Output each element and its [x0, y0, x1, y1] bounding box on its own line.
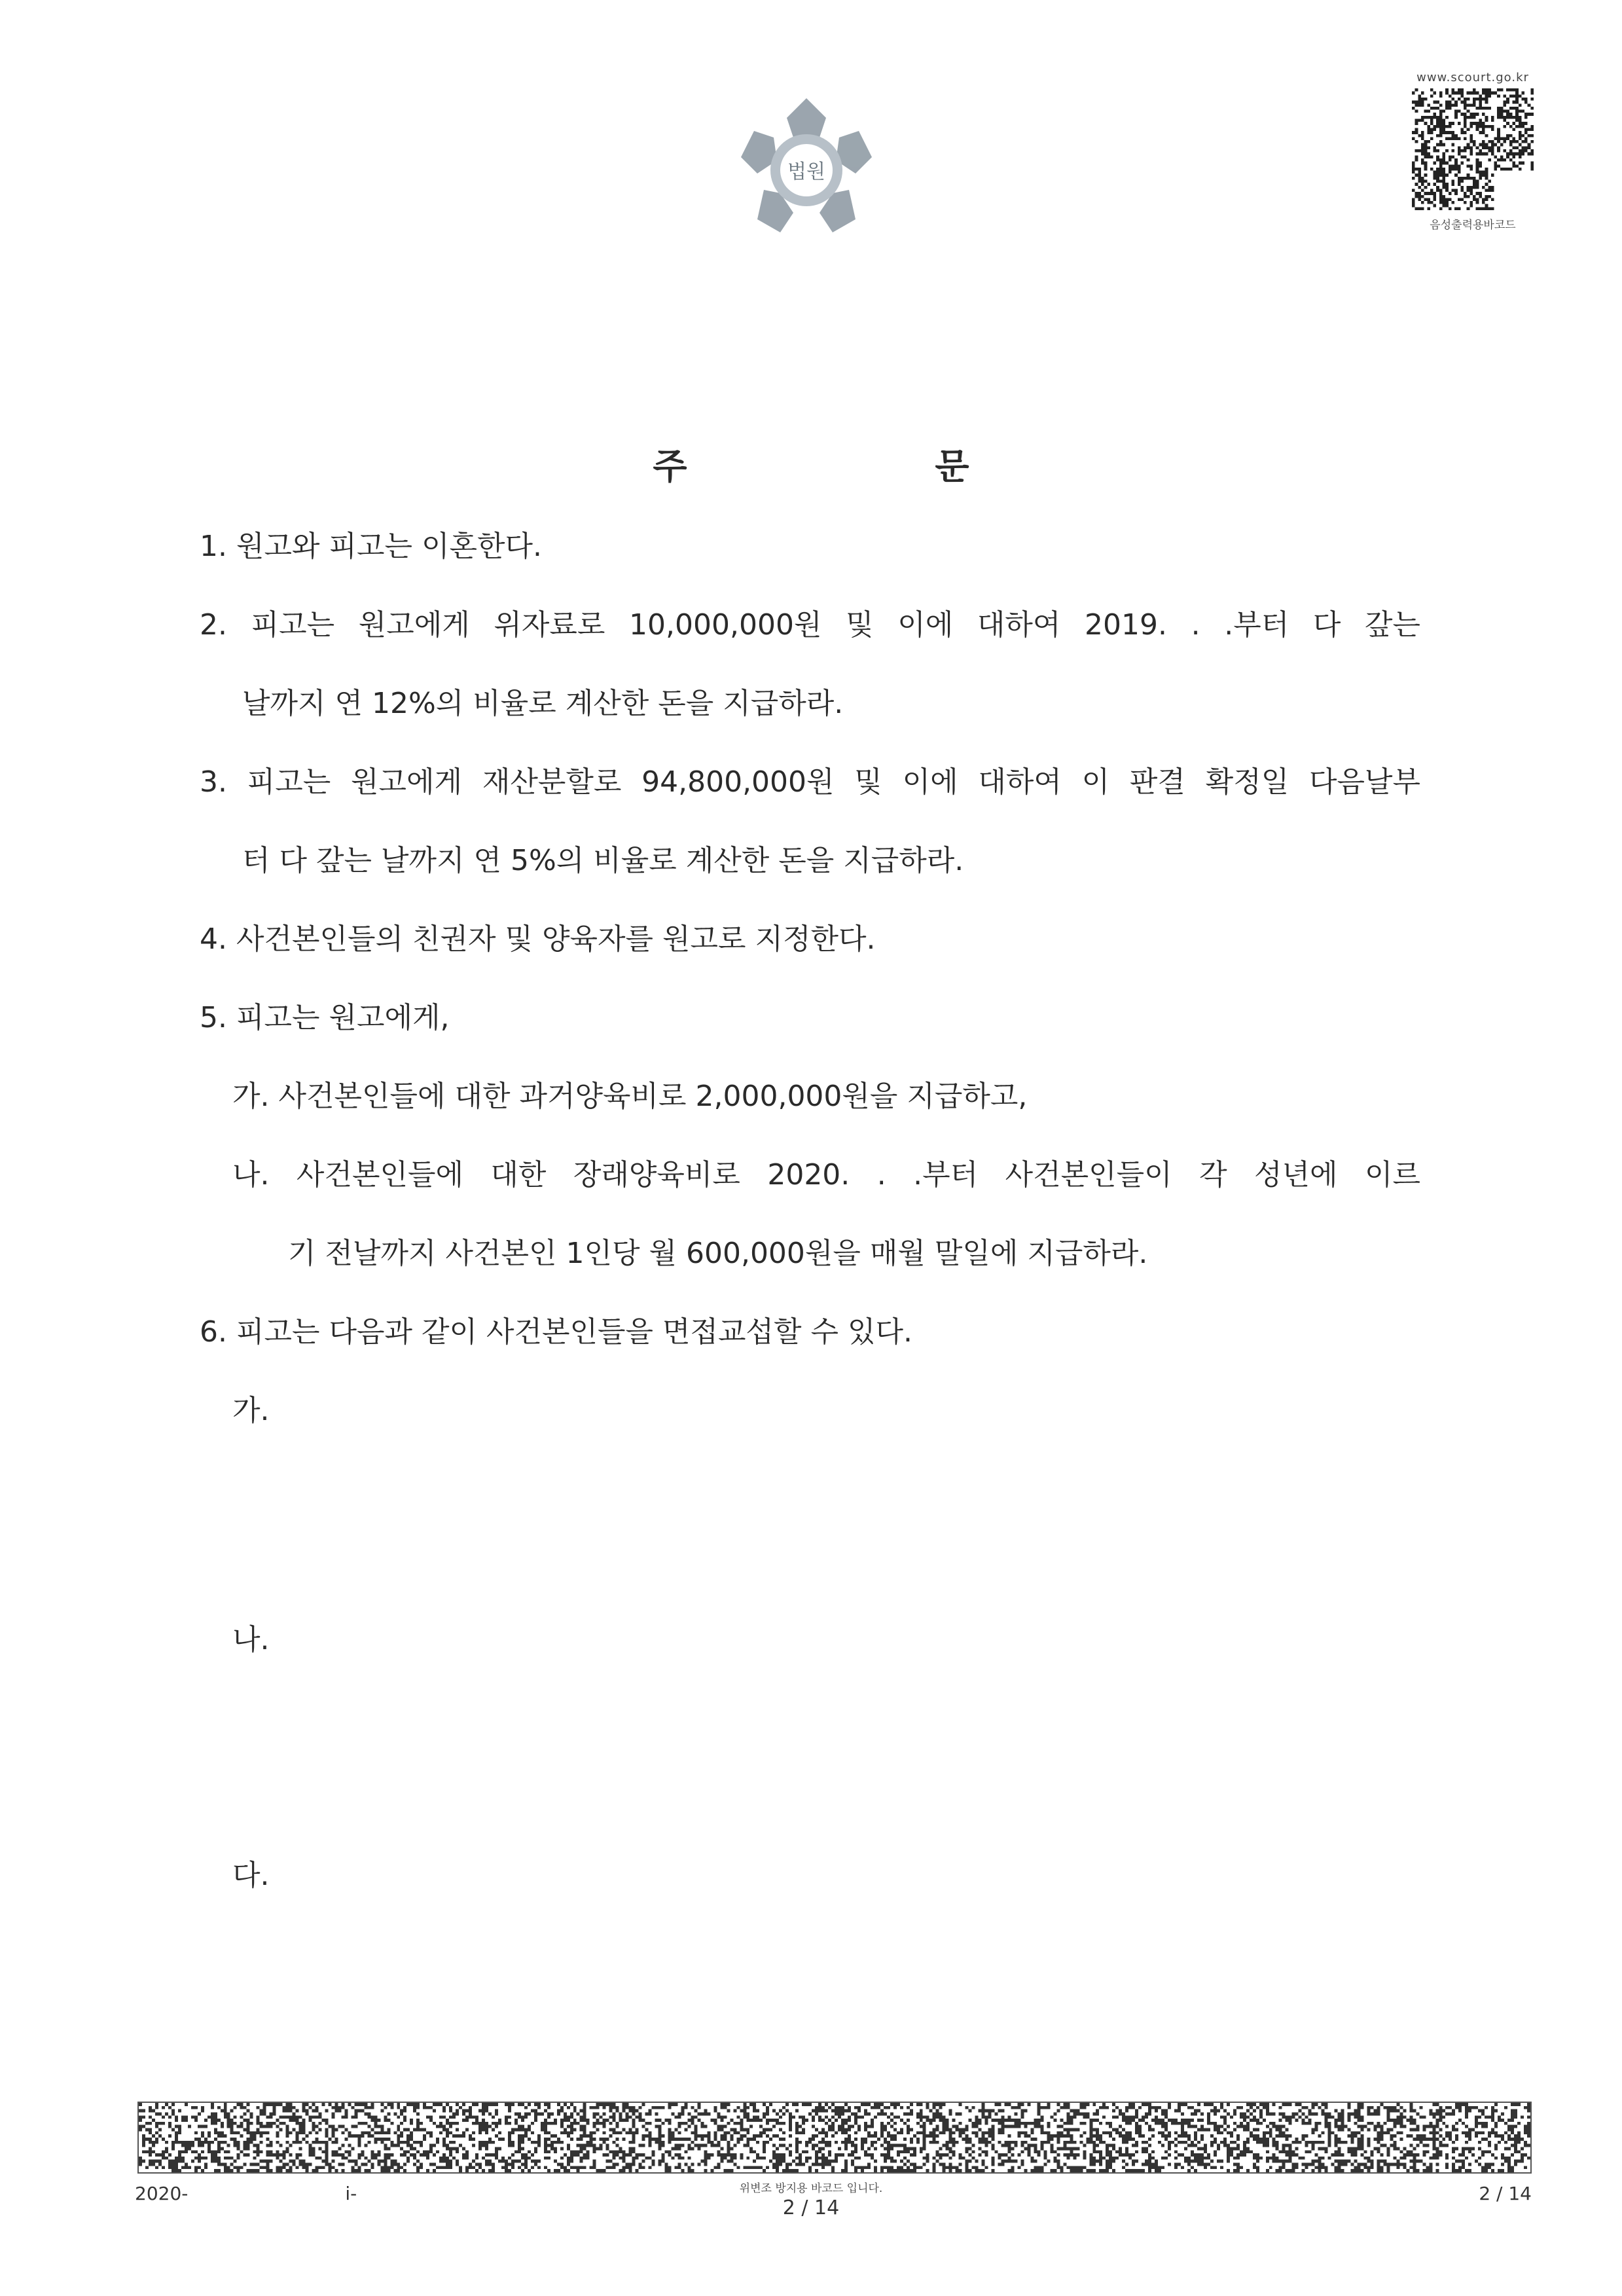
order-line-6-na: 나.: [232, 1623, 270, 1656]
order-line-5-na-cont: 기 전날까지 사건본인 1인당 월 600,000원을 매월 말일에 지급하라.: [288, 1237, 1148, 1270]
case-number-suffix: i-: [345, 2183, 357, 2204]
anti-forgery-barcode: [137, 2102, 1532, 2174]
qr-caption: 음성출력용바코드: [1430, 219, 1516, 232]
court-url: www.scourt.go.kr: [1416, 71, 1529, 84]
order-line-3: 3. 피고는 원고에게 재산분할로 94,800,000원 및 이에 대하여 이 판결 확정일 다음날부: [200, 765, 1420, 799]
order-line-6-ga: 가.: [232, 1394, 270, 1427]
order-line-6: 6. 피고는 다음과 같이 사건본인들을 면접교섭할 수 있다.: [200, 1315, 912, 1349]
order-line-6-da: 다.: [232, 1859, 270, 1892]
court-seal-logo: [728, 92, 885, 242]
case-number-prefix: 2020-: [135, 2183, 189, 2204]
order-line-5-ga: 가. 사건본인들에 대한 과거양육비로 2,000,000원을 지급하고,: [232, 1080, 1028, 1113]
page-number-center: 2 / 14: [782, 2196, 840, 2219]
order-line-2-cont: 날까지 연 12%의 비율로 계산한 돈을 지급하라.: [242, 687, 844, 720]
voice-barcode-block: [1407, 71, 1538, 232]
order-line-4: 4. 사건본인들의 친권자 및 양육자를 원고로 지정한다.: [200, 922, 876, 956]
order-line-3-cont: 터 다 갚는 날까지 연 5%의 비율로 계산한 돈을 지급하라.: [242, 844, 964, 877]
order-line-5-na: 나. 사건본인들에 대한 장래양육비로 2020. . .부터 사건본인들이 각 성년에 이르: [232, 1158, 1420, 1192]
footer-center: [0, 2179, 1622, 2219]
barcode-note: 위변조 방지용 바코드 입니다.: [739, 2182, 883, 2195]
seal-text: 법원: [787, 160, 825, 183]
page-title: 주 문: [653, 446, 1087, 487]
qr-code-icon: [1412, 88, 1534, 210]
order-line-2: 2. 피고는 원고에게 위자료로 10,000,000원 및 이에 대하여 2019. . .부터 다 갚는: [200, 608, 1420, 642]
order-line-1: 1. 원고와 피고는 이혼한다.: [200, 530, 542, 563]
page-number: 2 / 14: [1479, 2183, 1532, 2204]
order-line-5: 5. 피고는 원고에게,: [200, 1001, 450, 1034]
